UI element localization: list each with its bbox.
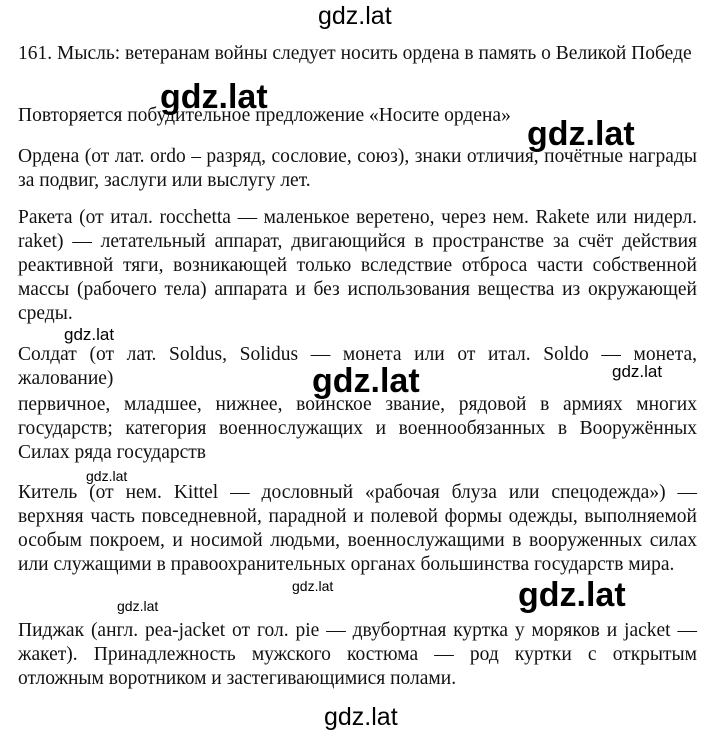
- watermark-top: gdz.lat: [318, 2, 392, 30]
- watermark-bottom: gdz.lat: [324, 703, 398, 731]
- watermark-small: gdz.lat: [612, 362, 663, 381]
- paragraph-ordena: Ордена (от лат. ordo – разряд, сословие, союз), знаки отличия, почётные награды за подвиг, заслуги или выслугу лет.: [18, 146, 697, 191]
- watermark-tiny: gdz.lat: [292, 578, 334, 594]
- watermark-small: gdz.lat: [64, 325, 115, 344]
- watermark-large: gdz.lat: [160, 78, 268, 116]
- watermark-large: gdz.lat: [518, 576, 626, 614]
- paragraph-repeated-sentence: Повторяется побудительное предложение «Носите ордена»: [18, 105, 511, 126]
- watermark-large: gdz.lat: [312, 362, 420, 400]
- paragraph-kitel: Китель (от нем. Kittel — дословный «рабочая блуза или спецодежда») — верхняя часть повседневной, парадной и полевой формы одежды, выполняемой особым покроем, и носимой людьми, военнослужащими в вооруженных силах или служащими в правоохранительных органах большинства государств мира.: [18, 482, 697, 575]
- paragraph-soldat: Солдат (от лат. Soldus, Solidus — монета или от итал. Soldo — монета, жалование): [18, 344, 697, 389]
- paragraph-task-161: 161. Мысль: ветеранам войны следует носить ордена в память о Великой Победе: [18, 43, 692, 64]
- watermark-tiny: gdz.lat: [86, 468, 128, 484]
- watermark-large: gdz.lat: [527, 115, 635, 153]
- paragraph-soldat-definition: первичное, младшее, нижнее, воинское звание, рядовой в армиях многих государств; категория военнослужащих и военнообязанных в Вооружённых Силах ряда государств: [18, 394, 697, 463]
- paragraph-raketa: Ракета (от итал. rocchetta — маленькое веретено, через нем. Rakete или нидерл. raket) — летательный аппарат, двигающийся в пространстве за счёт действия реактивной тяги, возникающей только вследствие отброса части собственной массы (рабочего тела) аппарата и без использования вещества из окружающей среды.: [18, 207, 697, 324]
- watermark-tiny: gdz.lat: [117, 598, 159, 614]
- paragraph-pidzhak: Пиджак (англ. pea-jacket от гол. pie — двубортная куртка у моряков и jacket — жакет). Принадлежность мужского костюма — род куртки с открытым отложным воротником и застегивающимися полами.: [18, 620, 697, 689]
